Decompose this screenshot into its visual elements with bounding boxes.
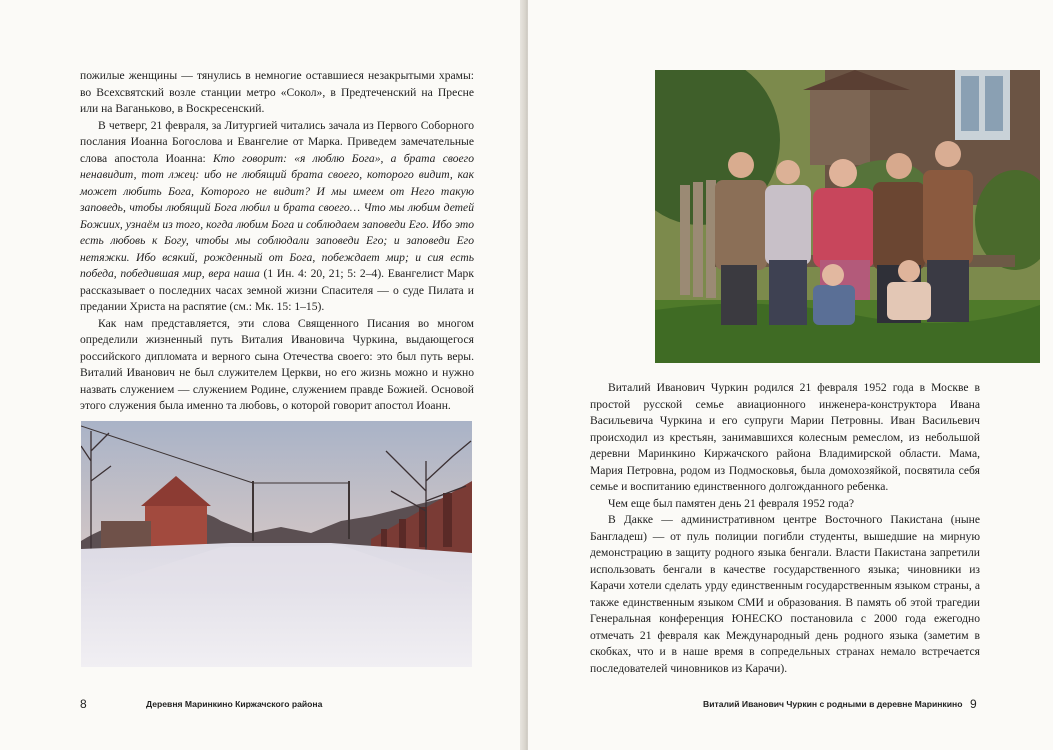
left-paragraph-3 — [80, 316, 474, 415]
text-run: (1 Ин. 4: 20, 21; 5: 2–4). Евангелист Марк рассказывает о последних часах земной жизни Спасителя — о суде Пилата и предании Христа на распятие (см.: Мк. 15: 1–15). — [80, 267, 474, 313]
right-page-body — [590, 380, 980, 677]
text-run: В Дакке — административном центре Восточного Пакистана (ныне Бангладеш) — от пуль полиции погибли студенты, вышедшие на мирную демонстрацию в защиту родного языка бенгали. Власти Пакистана запретили использовать бенгали в качестве государственного языка; чиновники из Карачи хотели сделать урду единственным государственным языком страны, а также единственным языком СМИ и образования. В память об этой трагедии Генеральная конференция ЮНЕСКО постановила с 2000 года ежегодно отмечать 21 февраля как Международный день родного языка (заметим в скобках, что и в наше время в сопредельных странах немало встречается последователей чиновников из Карачи). — [590, 513, 980, 675]
winter-village-photo — [81, 421, 472, 667]
right-paragraph-1 — [590, 380, 980, 496]
winter-village-image — [81, 421, 472, 667]
text-run: Как нам представляется, эти слова Священного Писания во многом определили жизненный путь Виталия Ивановича Чуркина, выдающегося российского дипломата и верного сына Отечества своего: это был путь веры. Виталий Иванович не был служителем Церкви, но его жизнь можно и нужно назвать служением — служением Родине, служением правде Божией. Основой этого служения была именно та любовь, о которой говорит апостол Иоанн. — [80, 316, 474, 412]
text-run: Виталий Иванович Чуркин родился 21 февраля 1952 года в Москве в простой русской семье авиационного инженера-конструктора Ивана Васильевича Чуркина и его супруги Марии Петровны. Иван Васильевич происходил из крестьян, занимавшихся колесным ремеслом, из небольшой деревни Маринкино Киржачского района Владимирской области. Мама, Мария Петровна, родом из Подмосковья, была домохозяйкой, посвятила себя семье и воспитанию единственного долгожданного ребенка. — [590, 381, 980, 493]
right-paragraph-2 — [590, 496, 980, 513]
right-page-number: 9 — [970, 697, 977, 711]
text-run: Чем еще был памятен день 21 февраля 1952 года? — [608, 496, 855, 510]
left-page-number: 8 — [80, 697, 87, 711]
right-photo-caption: Виталий Иванович Чуркин с родными в деревне Маринкино — [703, 699, 963, 709]
right-paragraph-3 — [590, 512, 980, 677]
family-photo — [655, 70, 1040, 363]
left-paragraph-1 — [80, 68, 474, 118]
italic-quote: Кто говорит: «я люблю Бога», а брата своего ненавидит, тот лжец: ибо не любящий брата своего, которого видит, как может любить Бога, Которого не видит? И мы имеем от Него такую заповедь, чтобы любящий Бога любил и брата своего… Что мы любим детей Божиих, узнаём из того, когда любим Бога и соблюдаем заповеди Его. Ибо это есть любовь к Богу, чтобы мы соблюдали заповеди Его; и заповеди Его нетяжки. Ибо всякий, рожденный от Бога, побеждает мир; и сия есть победа, победившая мир, вера наша — [80, 151, 474, 280]
family-image — [655, 70, 1040, 363]
text-run: В четверг, 21 февраля, за Литургией читались зачала из Первого Соборного послания Иоанна Богослова и Евангелие от Марка. Приведем замечательные слова апостола Иоанна: — [80, 118, 474, 165]
left-photo-caption: Деревня Маринкино Киржачского района — [146, 699, 323, 709]
left-paragraph-2 — [80, 118, 474, 316]
text-run: пожилые женщины — тянулись в немногие оставшиеся незакрытыми храмы: во Всехсвятский возле станции метро «Сокол», в Предтеченский на Пресне или на Ваганьково, в Воскресенский. — [80, 69, 474, 115]
left-page-body — [80, 68, 474, 415]
